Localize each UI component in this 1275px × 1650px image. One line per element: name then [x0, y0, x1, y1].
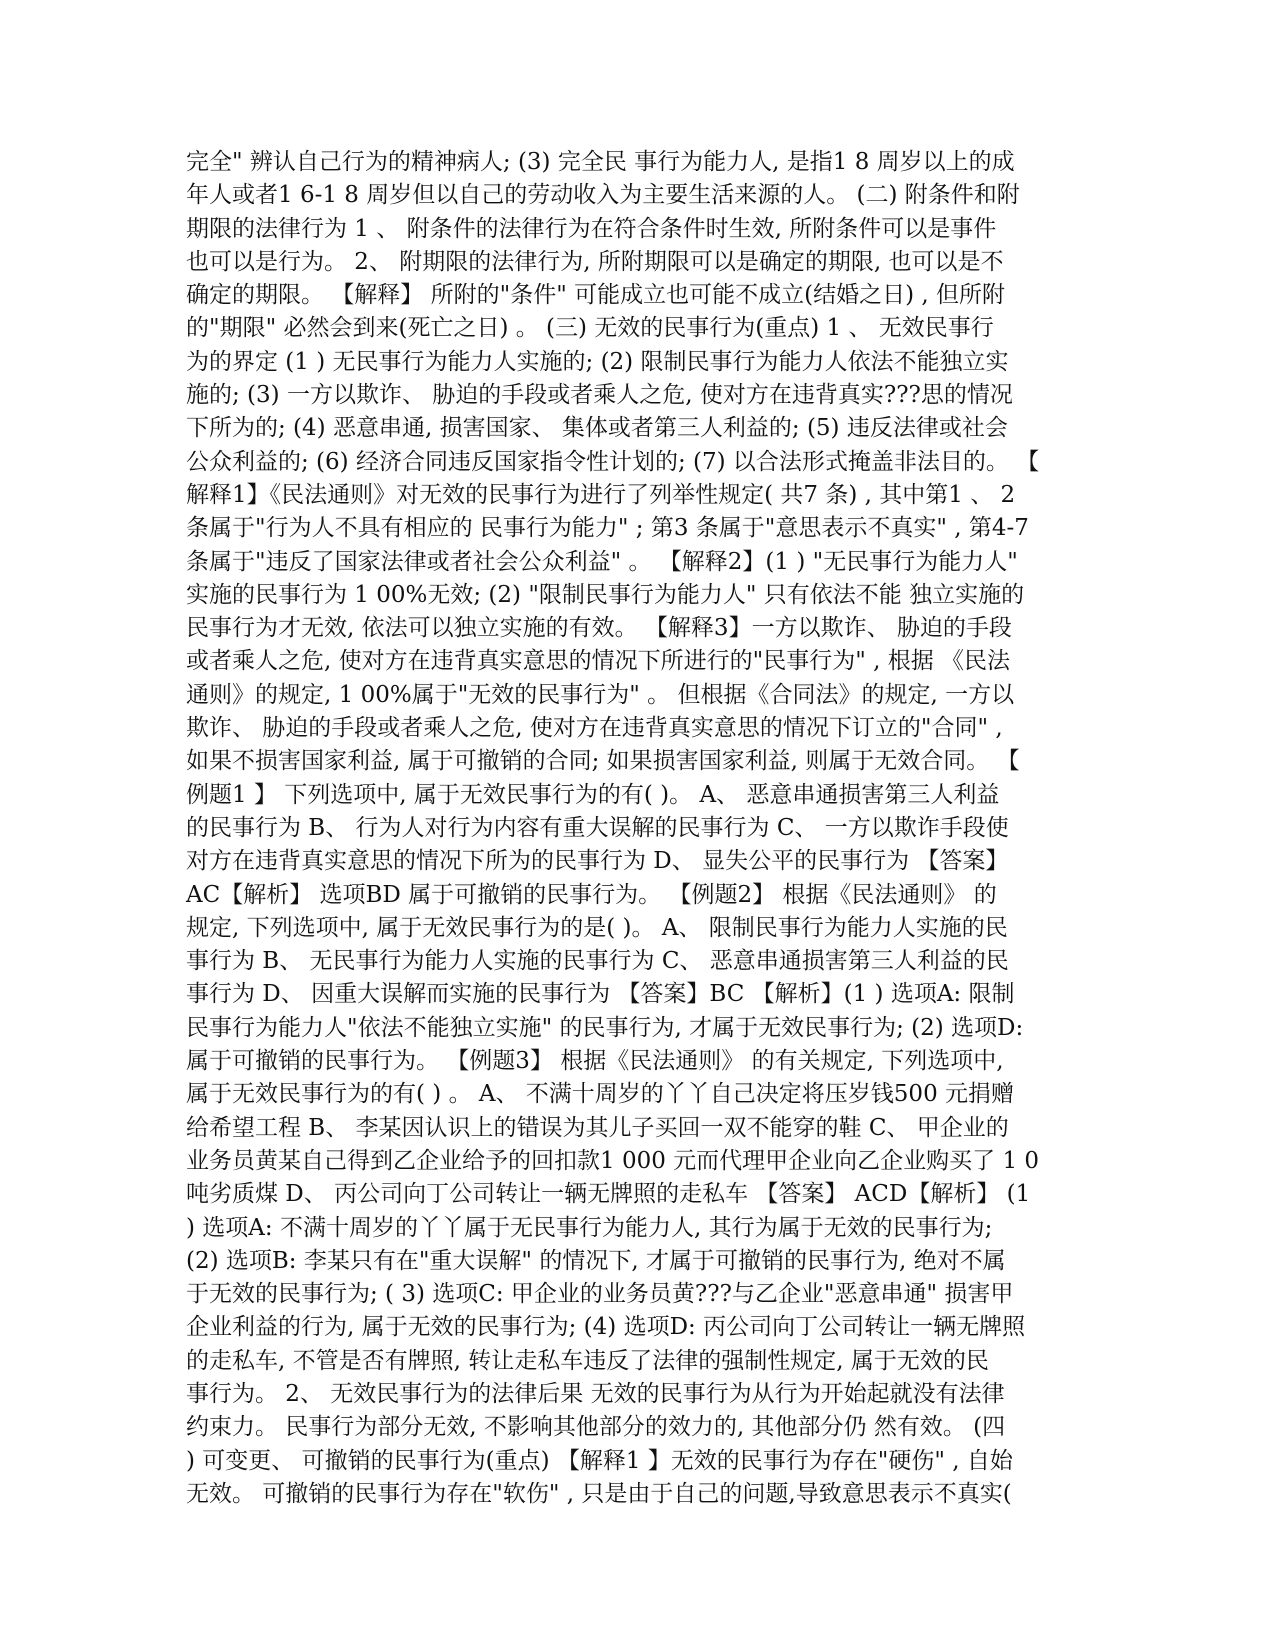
text-line: 也可以是行为。 2、 附期限的法律行为, 所附期限可以是确定的期限, 也可以是不 — [186, 248, 1004, 275]
text-line: AC【解析】 选项BD 属于可撤销的民事行为。 【例题2】 根据《民法通则》 的 — [186, 881, 997, 908]
text-line: 民事行为才无效, 依法可以独立实施的有效。 【解释3】一方以欺诈、 胁迫的手段 — [186, 615, 1012, 642]
text-line: 事行为 D、 因重大误解而实施的民事行为 【答案】BC 【解析】(1 ) 选项A: 限制 — [186, 981, 1015, 1008]
text-line: 公众利益的; (6) 经济合同违反国家指令性计划的; (7) 以合法形式掩盖非法目的。 【 — [186, 448, 1040, 475]
text-line: 施的; (3) 一方以欺诈、 胁迫的手段或者乘人之危, 使对方在违背真实???思的情况 — [186, 382, 1013, 409]
text-line: 完全" 辨认自己行为的精神病人; (3) 完全民 事行为能力人, 是指1 8 周岁以上的成 — [186, 149, 1015, 175]
document-body-text — [186, 146, 1086, 1511]
text-line: 吨劣质煤 D、 丙公司向丁公司转让一辆无牌照的走私车 【答案】 ACD【解析】 (1 — [186, 1181, 1031, 1208]
text-line: 属于可撤销的民事行为。 【例题3】 根据《民法通则》 的有关规定, 下列选项中, — [186, 1048, 1004, 1075]
text-line: 的民事行为 B、 行为人对行为内容有重大误解的民事行为 C、 一方以欺诈手段使 — [186, 814, 1009, 841]
text-line: 于无效的民事行为; ( 3) 选项C: 甲企业的业务员黄???与乙企业"恶意串通" 损害甲 — [186, 1281, 1014, 1308]
text-line: 例题1 】 下列选项中, 属于无效民事行为的有( )。 A、 恶意串通损害第三人利益 — [186, 781, 1000, 808]
text-line: 期限的法律行为 1 、 附条件的法律行为在符合条件时生效, 所附条件可以是事件 — [186, 215, 997, 242]
text-line: 确定的期限。 【解释】 所附的"条件" 可能成立也可能不成立(结婚之日) , 但所附 — [186, 282, 1005, 309]
text-line: 事行为 B、 无民事行为能力人实施的民事行为 C、 恶意串通损害第三人利益的民 — [186, 948, 1009, 975]
text-line: 的走私车, 不管是否有牌照, 转让走私车违反了法律的强制性规定, 属于无效的民 — [186, 1347, 989, 1374]
text-line: 下所为的; (4) 恶意串通, 损害国家、 集体或者第三人利益的; (5) 违反法律或社会 — [186, 415, 1008, 442]
text-line: 对方在违背真实意思的情况下所为的民事行为 D、 显失公平的民事行为 【答案】 — [186, 848, 1009, 875]
text-line: (2) 选项B: 李某只有在"重大误解" 的情况下, 才属于可撤销的民事行为, 绝对不属 — [186, 1247, 1006, 1274]
text-line: 或者乘人之危, 使对方在违背真实意思的情况下所进行的"民事行为" , 根据 《民法 — [186, 648, 1011, 675]
text-line: 企业利益的行为, 属于无效的民事行为; (4) 选项D: 丙公司向丁公司转让一辆无牌照 — [186, 1314, 1026, 1341]
text-line: 事行为。 2、 无效民事行为的法律后果 无效的民事行为从行为开始起就没有法律 — [186, 1380, 1005, 1407]
text-line: 规定, 下列选项中, 属于无效民事行为的是( )。 A、 限制民事行为能力人实施的民 — [186, 914, 1008, 941]
text-line: 为的界定 (1 ) 无民事行为能力人实施的; (2) 限制民事行为能力人依法不能独立实 — [186, 348, 1009, 375]
text-line: 解释1】《民法通则》对无效的民事行为进行了列举性规定( 共7 条) , 其中第1 、 2 — [186, 481, 1016, 508]
text-line: 无效。 可撤销的民事行为存在"软伤" , 只是由于自己的问题,导致意思表示不真实( — [186, 1480, 1012, 1507]
text-line: 年人或者1 6-1 8 周岁但以自己的劳动收入为主要生活来源的人。 (二) 附条件和附 — [186, 182, 1020, 209]
text-line: 欺诈、 胁迫的手段或者乘人之危, 使对方在违背真实意思的情况下订立的"合同" , — [186, 715, 1003, 742]
text-line: 如果不损害国家利益, 属于可撤销的合同; 如果损害国家利益, 则属于无效合同。 【 — [186, 748, 1020, 775]
text-line: 的"期限" 必然会到来(死亡之日) 。 (三) 无效的民事行为(重点) 1 、 无效民事行 — [186, 315, 994, 342]
text-line: 业务员黄某自己得到乙企业给予的回扣款1 000 元而代理甲企业向乙企业购买了 1 0 — [186, 1147, 1040, 1174]
text-line: 民事行为能力人"依法不能独立实施" 的民事行为, 才属于无效民事行为; (2) 选项D: — [186, 1014, 1024, 1041]
text-line: 约束力。 民事行为部分无效, 不影响其他部分的效力的, 其他部分仍 然有效。 (四 — [186, 1414, 1006, 1441]
text-line: 条属于"违反了国家法律或者社会公众利益" 。 【解释2】(1 ) "无民事行为能力人" — [186, 548, 1018, 575]
text-line: 实施的民事行为 1 00%无效; (2) "限制民事行为能力人" 只有依法不能 独立实施的 — [186, 581, 1025, 608]
text-line: ) 可变更、 可撤销的民事行为(重点) 【解释1 】无效的民事行为存在"硬伤" , 自始 — [186, 1447, 1013, 1474]
text-line: 通则》的规定, 1 00%属于"无效的民事行为" 。 但根据《合同法》的规定, 一方以 — [186, 681, 1015, 708]
text-line: 条属于"行为人不具有相应的 民事行为能力" ; 第3 条属于"意思表示不真实" , 第4-7 — [186, 515, 1029, 542]
text-line: 给希望工程 B、 李某因认识上的错误为其儿子买回一双不能穿的鞋 C、 甲企业的 — [186, 1114, 1009, 1141]
text-line: 属于无效民事行为的有( ) 。 A、 不满十周岁的丫丫自己决定将压岁钱500 元捐赠 — [186, 1081, 1015, 1108]
text-line: ) 选项A: 不满十周岁的丫丫属于无民事行为能力人, 其行为属于无效的民事行为; — [186, 1214, 993, 1241]
